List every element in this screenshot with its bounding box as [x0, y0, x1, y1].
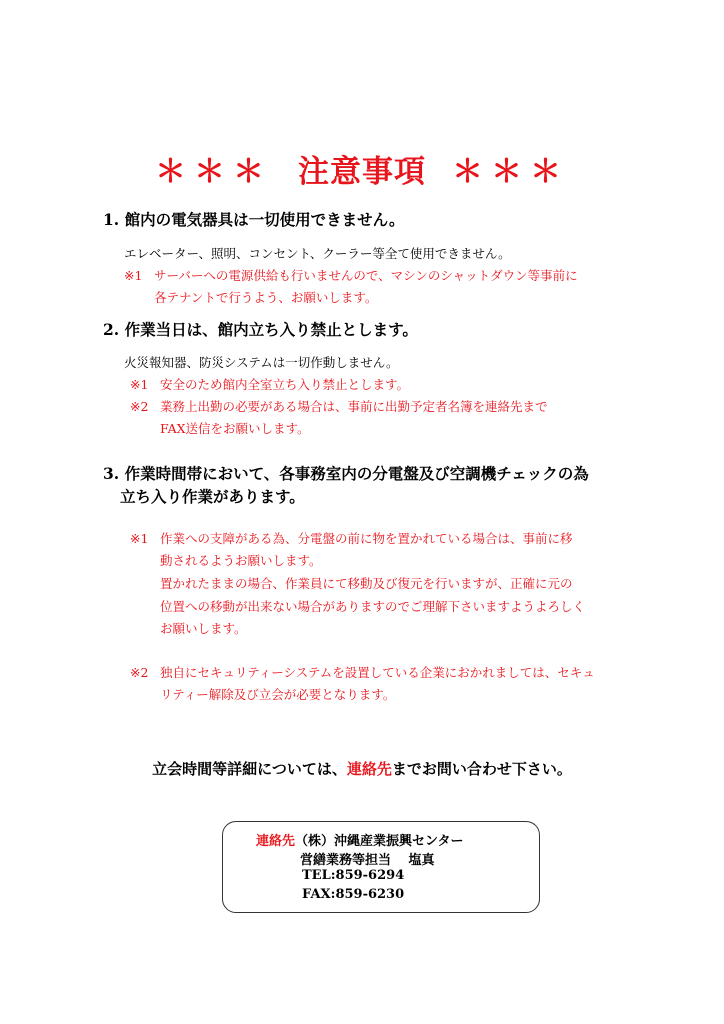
section3-note2 [130, 663, 595, 681]
title-text: 注意事項 [298, 154, 426, 190]
section2-heading: 2. 作業当日は、館内立ち入り禁止とします。 [103, 320, 418, 339]
section2-note1-line1: 安全のため館内全室立ち入り禁止とします。 [160, 377, 410, 392]
contact-box-tel: TEL:859-6294 [302, 868, 405, 883]
contact-box-department: 営繕業務等担当 塩真 [300, 853, 435, 868]
contact-box-company: （株）沖縄産業振興センター [295, 834, 464, 849]
section3-note1-line5: お願いします。 [160, 621, 247, 636]
section3-note1-line4: 位置への移動が出来ない場合がありますのでご理解下さいますようよろしく [160, 599, 586, 614]
note-mark: ※1 [124, 268, 143, 283]
section3-note1-line2: 動されるようお願いします。 [160, 553, 322, 568]
section1-heading: 1. 館内の電気器具は一切使用できません。 [103, 210, 405, 229]
section1-note1 [124, 266, 578, 284]
section2-body: 火災報知器、防災システムは一切作動しません。 [124, 355, 399, 370]
contact-notice [0, 758, 724, 779]
contact-box-fax: FAX:859-6230 [302, 887, 405, 902]
section1-note1-line2: 各テナントで行うよう、お願いします。 [154, 290, 378, 305]
section2-note2-line2: FAX送信をお願いします。 [160, 421, 310, 436]
section3-note2-line2: リティー解除及び立会が必要となります。 [160, 687, 396, 702]
section3-note1-line3: 置かれたままの場合、作業員にて移動及び復元を行いますが、正確に元の [160, 576, 573, 591]
section3-note2-line1: 独自にセキュリティーシステムを設置している企業におかれましては、セキュ [160, 665, 595, 680]
note-mark: ※2 [130, 399, 149, 414]
section3-heading-line2: 立ち入り作業があります。 [120, 487, 305, 506]
page-title [0, 146, 724, 191]
section3-note1-line1: 作業への支障がある為、分電盤の前に物を置かれている場合は、事前に移 [160, 531, 573, 546]
note-mark: ※1 [130, 377, 149, 392]
contact-box-line1 [256, 830, 464, 849]
title-stars-left: ＊＊＊ [155, 154, 272, 190]
section3-note1 [130, 529, 573, 547]
section3-heading-line1: 3. 作業時間帯において、各事務室内の分電盤及び空調機チェックの為 [103, 464, 589, 483]
section2-note1 [130, 375, 409, 393]
contact-notice-before: 立会時間等詳細については、 [152, 760, 347, 778]
note-mark: ※1 [130, 531, 149, 546]
title-stars-right: ＊＊＊ [452, 154, 569, 190]
section2-note2 [130, 397, 548, 415]
section1-body: エレベーター、照明、コンセント、クーラー等全て使用できません。 [124, 246, 511, 261]
note-mark: ※2 [130, 665, 149, 680]
contact-notice-highlight: 連絡先 [346, 760, 392, 778]
section2-note2-line1: 業務上出勤の必要がある場合は、事前に出勤予定者名簿を連絡先まで [160, 399, 548, 414]
contact-notice-after: までお問い合わせ下さい。 [391, 760, 572, 778]
section1-note1-line1: サーバーへの電源供給も行いませんので、マシンのシャットダウン等事前に [154, 268, 578, 283]
contact-box-label: 連絡先 [256, 834, 296, 849]
